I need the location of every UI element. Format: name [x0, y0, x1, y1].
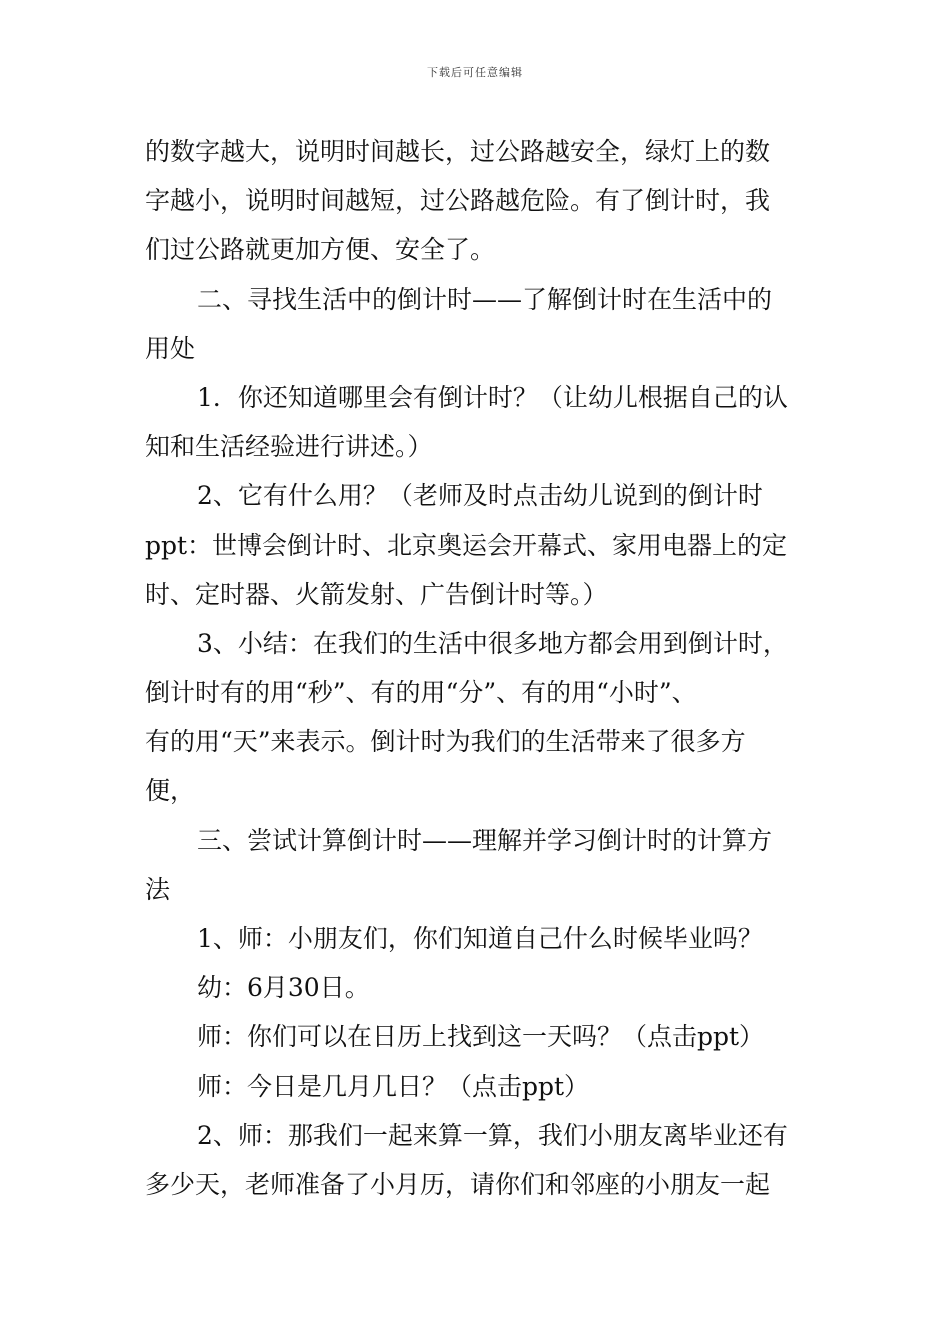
- text-line: 知和生活经验进行讲述。）: [145, 432, 433, 462]
- text-line: 1．你还知道哪里会有倒计时？（让幼儿根据自己的认: [197, 382, 788, 412]
- text-line: 幼：6月30日。: [197, 973, 370, 1003]
- text-line: 时、定时器、火箭发射、广告倒计时等。）: [145, 579, 608, 609]
- text-line: 师：今日是几月几日？（点击ppt）: [197, 1071, 590, 1101]
- text-line: 倒计时有的用“秒”、有的用“分”、有的用“小时”、: [145, 678, 697, 708]
- document-body: [145, 127, 810, 1209]
- text-line: 二、寻找生活中的倒计时——了解倒计时在生活中的: [197, 284, 773, 314]
- text-line: 1、师：小朋友们，你们知道自己什么时候毕业吗？: [197, 924, 763, 953]
- text-line: 们过公路就更加方便、安全了。: [145, 235, 496, 265]
- text-line: 多少天，老师准备了小月历，请你们和邻座的小朋友一起: [145, 1169, 771, 1199]
- text-line: 2、师：那我们一起来算一算，我们小朋友离毕业还有: [197, 1120, 788, 1150]
- text-line: 字越小，说明时间越短，过公路越危险。有了倒计时，我: [145, 186, 771, 216]
- text-line: 法: [145, 874, 171, 904]
- text-line: 的数字越大，说明时间越长，过公路越安全，绿灯上的数: [145, 137, 771, 166]
- text-line: 便，: [145, 776, 196, 806]
- text-line: ppt：世博会倒计时、北京奥运会开幕式、家用电器上的定: [145, 530, 788, 560]
- text-line: 师：你们可以在日历上找到这一天吗？（点击ppt）: [197, 1022, 765, 1052]
- text-line: 2、它有什么用？（老师及时点击幼儿说到的倒计时: [197, 481, 763, 511]
- text-line: 三、尝试计算倒计时——理解并学习倒计时的计算方: [197, 825, 773, 855]
- text-line: 用处: [145, 333, 196, 363]
- page-header: 下载后可任意编辑: [427, 66, 523, 79]
- text-line: 有的用“天”来表示。倒计时为我们的生活带来了很多方: [145, 727, 746, 757]
- text-line: 3、小结：在我们的生活中很多地方都会用到倒计时，: [197, 628, 788, 658]
